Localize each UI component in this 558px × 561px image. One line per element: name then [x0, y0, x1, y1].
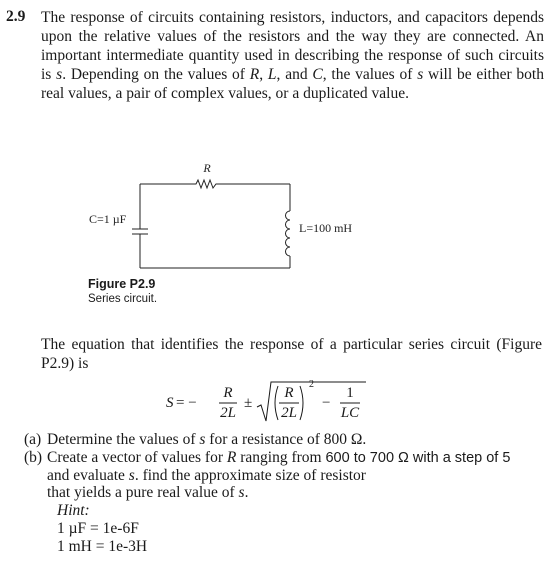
problem-number: 2.9 — [6, 8, 26, 25]
figure-caption — [88, 276, 157, 307]
eq-frac1-den: 2L — [220, 405, 236, 421]
top-wire — [140, 180, 290, 188]
part-a-text: Determine the values of s for a resistance of 800 Ω. — [47, 431, 367, 448]
figure-title: Figure P2.9 — [88, 277, 156, 291]
resistor-label: R — [203, 161, 211, 175]
figure-subtitle: Series circuit. — [88, 293, 158, 305]
eq-paren-right — [300, 386, 303, 420]
part-b-label: (b) — [24, 449, 43, 466]
part-a-label: (a) — [24, 431, 42, 448]
eq-minus: − — [322, 395, 331, 411]
series-circuit-diagram — [0, 150, 558, 275]
eq-inner-num: R — [284, 385, 294, 401]
inductor-label: L=100 mH — [299, 221, 353, 235]
eq-plus-minus: ± — [244, 395, 253, 411]
response-equation — [0, 378, 558, 428]
eq-inner-den: 2L — [281, 405, 297, 421]
eq-lhs: S — [166, 395, 174, 411]
hint-line-1: 1 µF = 1e-6F — [57, 520, 139, 537]
equation-intro-text: The equation that identifies the response of a particular series circuit (Figure P2.9) is — [41, 336, 542, 372]
capacitor-label: C=1 µF — [89, 212, 127, 226]
eq-power: 2 — [309, 379, 314, 390]
eq-equals-minus: = − — [176, 395, 197, 411]
eq-frac2-den: LC — [340, 405, 360, 421]
eq-paren-left — [275, 386, 278, 420]
problem-statement: The response of circuits containing resistors, inductors, and capacitors depends upon the relative values of the resistors and the way they are connected. An important intermediate quantity used in describing the response of such circuits is s. Depending on the values of R, L, and C, the values of s will be either both real values, a pair of complex values, or a duplicated value. — [41, 9, 544, 102]
eq-frac1-num: R — [223, 385, 233, 401]
part-b-text: Create a vector of values for R ranging from 600 to 700 Ω with a step of 5 and evaluate s. find the approximate size of resistor that yields a pure real value of s. — [47, 449, 511, 501]
eq-frac2-num: 1 — [346, 385, 354, 401]
hint-title: Hint: — [57, 502, 90, 519]
hint-line-2: 1 mH = 1e-3H — [57, 538, 148, 555]
hint-block — [57, 502, 147, 556]
inductor-coil — [286, 211, 291, 256]
